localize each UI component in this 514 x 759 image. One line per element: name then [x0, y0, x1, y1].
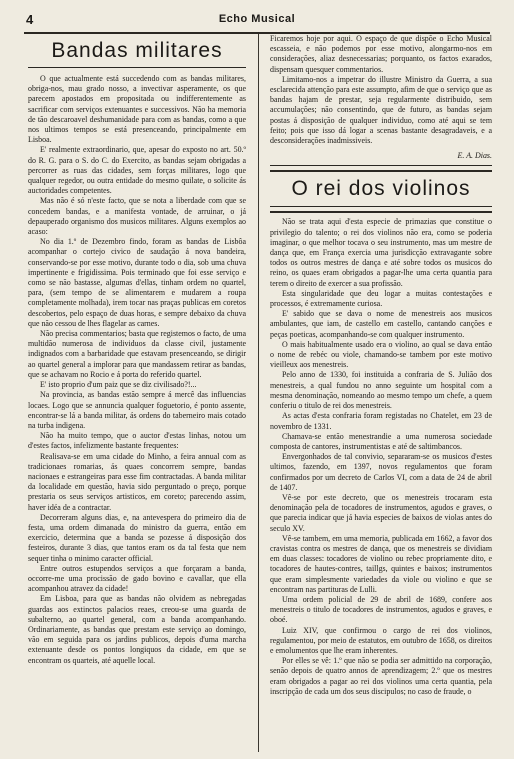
article2-paragraph: Luiz XIV, que confirmou o cargo de rei dos violinos, regulamentou, por meio de estatutos, em outubro de 1658, os direitos e emolumentos que lhe eram inherentes. — [270, 625, 492, 655]
article-separator — [270, 165, 492, 172]
article1-paragraph: O que actualmente está succedendo com as bandas militares, obriga-nos, mau grado nosso, a invectivar asperamente, os que parecem apostados em propositada ou indifferentemente as sacrificar com serviços extenuantes e successivos. Não ha memoria de tão descaroavel deshumanidade para com as bandas, como a que nos ultimos tempos se está presenceando, principalmente em Lisboa. — [28, 74, 246, 145]
article2-paragraph: Envergonhados de tal convivio, separaram-se os musicos d'estes ultimos, fazendo, em 1397, novos regulamentos que foram confirmados por um decreto de Carlos VI, com a data de 24 de abril de 1407. — [270, 452, 492, 492]
article2-paragraph: Vê-se tambem, em uma memoria, publicada em 1662, a favor dos cravistas contra os mestres de dança, que os menestreis se dividiam em duas classes: tocadores de violino ou rebec propriamente dito, e tocadores de hautes-contres, taillgs, quintes e baixos; instrumentos que eram simplesmente variedades da viole ou violino e que se encontram nas partituras de Lulli. — [270, 533, 492, 594]
article1-paragraph: E' isto proprio d'um paiz que se diz civilisado?!... — [40, 380, 197, 390]
article2-paragraph: E' sabido que se dava o nome de menestreis aos musicos ambulantes, que iam, de castello em castello, cantando canções e peças poeticas, acompanhando-se com qualquer instrumento. — [270, 309, 492, 339]
article1-paragraph: Em Lisboa, para que as bandas não olvidem as nebregadas guardas aos extinctos palacios reaes, creou-se uma guarda de subalterno, ao quartel general, com a banda acompanhando. Ordinariamente, as bandas que prestam este serviço ao domingo, vão em seguida para os jardins publicos, depois d'uma marcha extenuante desde os pontos longiquos da cidade, em que se encontram os quarteis, até aquelle local. — [28, 594, 246, 665]
running-title: Echo Musical — [218, 13, 296, 25]
article2-paragraph: Pelo anno de 1330, foi instituida a confraria de S. Julião dos menestreis, a qual fundou no anno seguinte um hospital com a mesma denominação, nomeando ao mesmo tempo um chefe, a quem conferiu o titulo de rei dos menestreis. — [270, 370, 492, 411]
page-number: 4 — [26, 12, 34, 27]
article1-paragraph: Mas não é só n'este facto, que se nota a liberdade com que se concedem bandas, e a manifesta vontade, de arruinar, o já depauperado organismo dos musicos militares. Alguns exemplos ao acaso: — [28, 196, 246, 237]
article1-paragraph: Não precisa commentarios; basta que registemos o facto, de uma multidão numerosa de individuos da classe civil, justamente indignados com a barbaridade que estavam presenceando, se dirigir ao quartel general a implorar para que mandassem retirar as bandas, que se achavam no Rocio e á porta do referido quartel. — [28, 329, 246, 379]
right-column — [270, 34, 492, 697]
article1-title-block — [28, 38, 246, 68]
article2-paragraph: Esta singularidade que deu logar a muitas contestações e processos, é extremamente curiosa. — [270, 288, 492, 309]
article1-paragraph: Não ha muito tempo, que o auctor d'estas linhas, notou um d'estes factos, infelizmente bastante frequentes: — [28, 431, 246, 451]
article2-paragraph: Vê-se por este decreto, que os menestreis trocaram esta denominação pela de tocadores de instrumentos, agudos e graves, o que parecia indicar que já havia especies de baixos de violas antes do seculo XV. — [270, 492, 492, 533]
article1-signature: E. A. Dias. — [457, 151, 492, 161]
article2-paragraph: Não se trata aqui d'esta especie de primazias que constitue o privilegio do talento; o rei dos violinos não era, como se poderia imaginar, o que melhor tocava o seu instrumento, mas um mestre de dança que, em França exercia uma jurisdicção extravagante sobre todos os outros mestres de dança e até sobre todos os musicos do reino, os quaes eram obrigados a pagar-lhe uma certa quantia para terem o direito de exercer a sua profissão. — [270, 217, 492, 288]
article2-title: O rei dos violinos — [291, 177, 471, 201]
article2-paragraph: O mais habitualmente usado era o violino, ao qual se dava então o nome de rebéc ou viole, chamando-se tambem por este motivo vieilleux aos menestreis. — [270, 339, 492, 370]
article1-paragraph: Decorreram alguns dias, e, na antevespera do primeiro dia de festa, uma ordem dimanada do ministro da guerra, então em exercicio, determina que a banda se pozesse á disposição dos festeiros, durante 3 dias, que tantos eram os da tal festa que nem sequer tinha o minimo caracter official. — [28, 512, 246, 563]
article1-paragraph: Limitamo-nos a impetrar do illustre Ministro da Guerra, a sua esclarecida attenção para este assumpto, afim de que o serviço que as bandas hajam de prestar, seja regularmente distribuido, sem accumulações; não consentindo, que de futuro, as bandas sejam postas á disposição de qualquer individuo, como até aqui se tem feito; pois que isso dá logar a scenas bastante desagradaveis, e a desconsiderações inadmissiveis. — [270, 74, 492, 146]
title-underline — [270, 206, 492, 213]
left-column — [28, 34, 246, 666]
article2-paragraph: Chamava-se então menestrandie a uma numerosa sociedade composta de cantores, instrumentistas e até de saltimbancos. — [270, 431, 492, 451]
column-divider — [258, 34, 259, 752]
article1-paragraph: E' realmente extraordinario, que, apesar do exposto no art. 50.º do R. G. para o S. do C. do Exercito, as bandas sejam obrigadas a percorrer as ruas das cidades, sem forças militares, logo que qualquer regedor, ou outra entidade do mesmo quilate, o solicite ás auctoridades competentes. — [28, 145, 246, 196]
page-header — [24, 12, 490, 34]
article1-paragraph: Na provincia, as bandas estão sempre á mercê das influencias locaes. Logo que se annuncia qualquer foguetorio, é ponto assente, encontrar-se lá a banda militar, ás ordens do taberneiro mais cotado na turba indigena. — [28, 390, 246, 430]
article2-paragraph: Uma ordem policial de 29 de abril de 1689, confere aos menestreis o titulo de tocadores de instrumentos, agudos e graves, e oboé. — [270, 594, 492, 625]
article1-paragraph: Ficaremos hoje por aqui. O espaço de que dispõe o Echo Musical escasseia, e não podemos por esse motivo, alongarmo-nos em considerações, aliaz desnecessarias; porquanto, os factos exarados, dispensam quesquer commentarios. — [270, 34, 492, 74]
article1-title: Bandas militares — [51, 39, 223, 62]
article1-paragraph: Realisava-se em uma cidade do Minho, a feira annual com as tradicionaes romarias, ás quaes concorrem sempre, bandas nacionaes e estrangeiras para esse fim contractadas. A banda militar da localidade em questão, havia sido perguntado o preço, porque prestaria os seus serviços artisticos, em coreto; parecendo assim, haver idéa de a contractar. — [28, 451, 246, 512]
article1-paragraph: Entre outros estupendos serviços a que forçaram a banda, occorre-me uma procissão de gado bovino e cavallar, que ella acompanhou atravez da cidade! — [28, 563, 246, 594]
article2-paragraph: Por elles se vê: 1.º que não se podia ser admittido na corporação, senão depois de quatro annos de aprendizagem; 2.º que os mestres eram obrigados a pagar ao rei dos violinos uma certa quantia, pela inscripção de cada um dos seus discipulos; no caso de fraude, o — [270, 656, 492, 696]
article1-paragraph: No dia 1.º de Dezembro findo, foram as bandas de Lisbôa acompanhar o cortejo civico de saudação á nova bandeira, conservando-se por esse motivo, durante todo o dia, sob uma chuva impertinente e frigidissima. Pois terminado que foi esse serviço e como se não bastasse, algumas d'ellas, tinham ordem no quartel, para, (sem tempo de se alimentarem e mudarem a roupa completamente molhada), irem tocar nas praças publicas em coretos descobertos, pelo espaço de duas horas, e sempre debaixo da chuva que não cessou de lhes flagelar as carnes. — [28, 237, 246, 328]
article2-paragraph: As actas d'esta confraria foram registadas no Chatelet, em 23 de novembro de 1331. — [270, 411, 492, 431]
